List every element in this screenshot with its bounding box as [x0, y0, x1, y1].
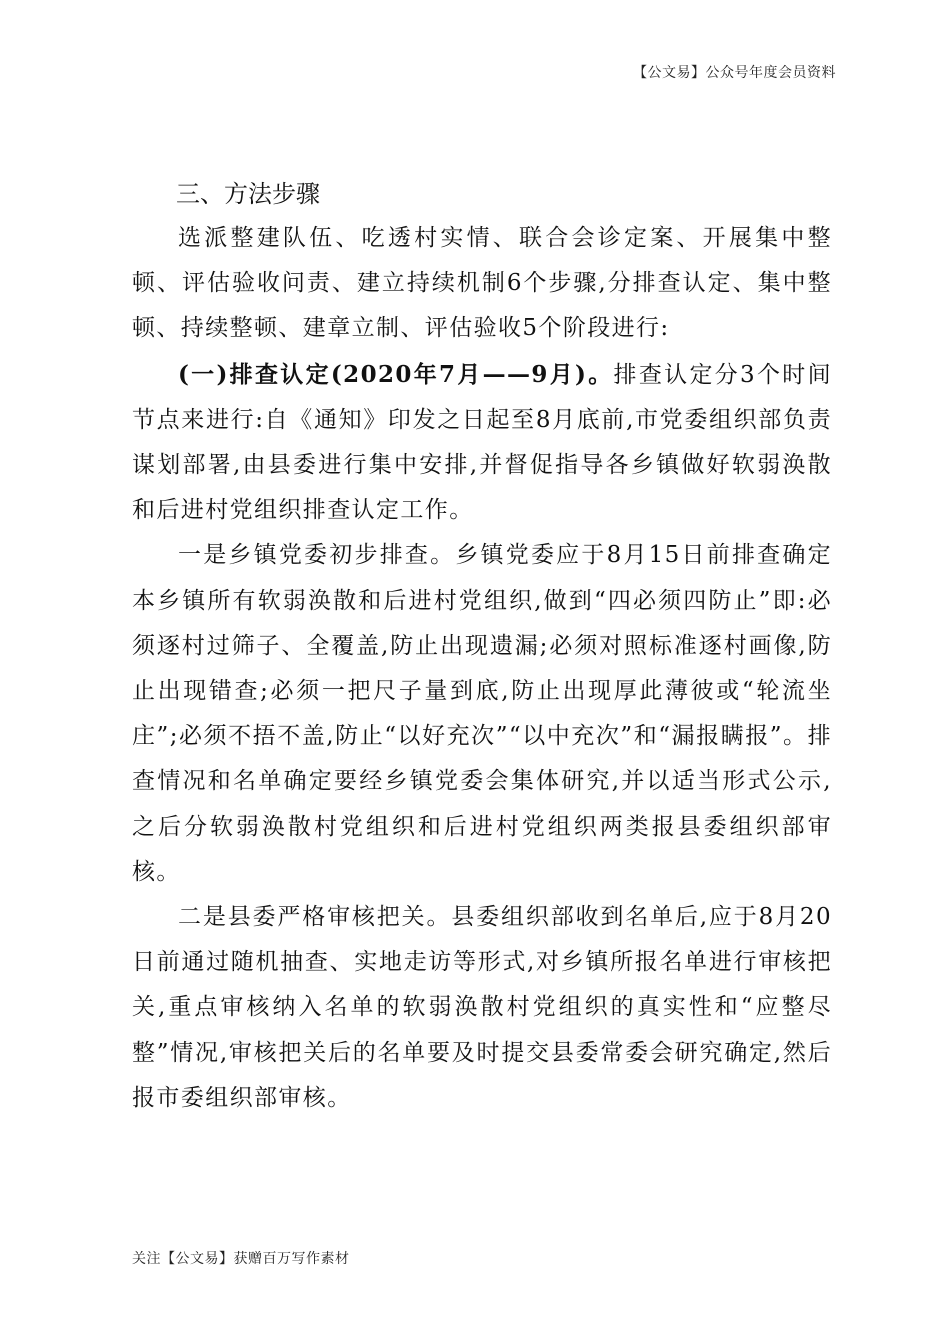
document-body	[132, 172, 832, 1121]
paragraph-methods-overview	[132, 216, 832, 352]
paragraph-screening-stage	[132, 352, 832, 534]
paragraph-county-review	[132, 895, 832, 1121]
paragraph-lead-heading: 一是乡镇党委初步排查。	[178, 542, 456, 569]
header-watermark-text: 【公文易】公众号年度会员资料	[633, 65, 836, 81]
paragraph-text: 乡镇党委应于8月15日前排查确定本乡镇所有软弱涣散和后进村党组织,做到“四必须四防止”即:必须逐村过筛子、全覆盖,防止出现遗漏;必须对照标准逐村画像,防止出现错查;必须一把尺子量到底,防止出现厚此薄彼或“轮流坐庄”;必须不捂不盖,防止“以好充次”“以中充次”和“漏报瞒报”。排查情况和名单确定要经乡镇党委会集体研究,并以适当形式公示,之后分软弱涣散村党组织和后进村党组织两类报县委组织部审核。	[132, 542, 832, 885]
paragraph-text: 排查认定分3个时间节点来进行:自《通知》印发之日起至8月底前,市党委组织部负责谋划部署,由县委进行集中安排,并督促指导各乡镇做好软弱涣散和后进村党组织排查认定工作。	[132, 361, 833, 524]
paragraph-lead-heading: (一)排查认定(2020年7月——9月)。	[178, 360, 614, 388]
section-heading: 三、方法步骤	[176, 180, 320, 208]
paragraph-township-screening	[132, 533, 832, 895]
paragraph-lead-heading: 二是县委严格审核把关。	[178, 904, 452, 931]
paragraph-text: 选派整建队伍、吃透村实情、联合会诊定案、开展集中整顿、评估验收问责、建立持续机制6个步骤,分排查认定、集中整顿、持续整顿、建章立制、评估验收5个阶段进行:	[132, 225, 832, 342]
footer-promo-text: 关注【公文易】获赠百万写作素材	[132, 1251, 350, 1267]
paragraph-text: 县委组织部收到名单后,应于8月20日前通过随机抽查、实地走访等形式,对乡镇所报名单进行审核把关,重点审核纳入名单的软弱涣散村党组织的真实性和“应整尽整”情况,审核把关后的名单要及时提交县委常委会研究确定,然后报市委组织部审核。	[132, 904, 833, 1111]
